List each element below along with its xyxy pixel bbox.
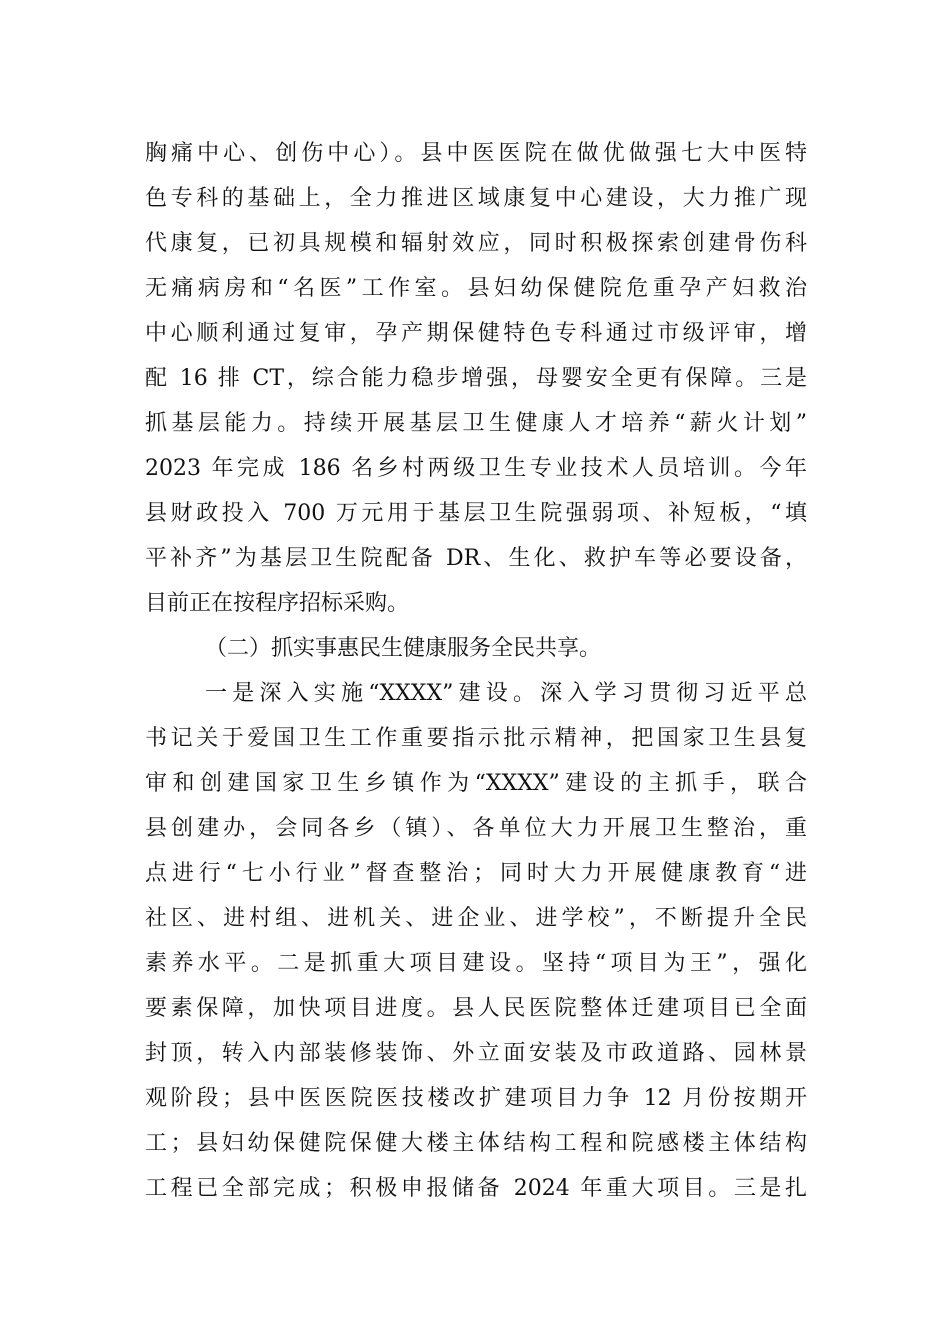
paragraph-health-services [145, 671, 807, 1211]
text-line: 县创建办，会同各乡（镇）、各单位大力开展卫生整治，重 [145, 816, 807, 841]
text-line: 平补齐”为基层卫生院配备 DR、生化、救护车等必要设备， [145, 546, 807, 571]
text-line: 2023 年完成 186 名乡村两级卫生专业技术人员培训。今年 [145, 456, 807, 481]
document-page [145, 131, 807, 1211]
text-line: 要素保障，加快项目进度。县人民医院整体迁建项目已全面 [145, 996, 807, 1021]
text-line: 胸痛中心、创伤中心）。县中医医院在做优做强七大中医特 [145, 141, 807, 166]
text-line: 中心顺利通过复审，孕产期保健特色专科通过市级评审，增 [145, 321, 807, 346]
text-line: 工；县妇幼保健院保健大楼主体结构工程和院感楼主体结构 [145, 1131, 807, 1156]
text-line: 一是深入实施“XXXX”建设。深入学习贯彻习近平总 [205, 681, 807, 706]
text-line: 目前正在按程序招标采购。 [145, 591, 410, 616]
text-line: 县财政投入 700 万元用于基层卫生院强弱项、补短板，“填 [145, 501, 807, 526]
text-line: 封顶，转入内部装修装饰、外立面安装及市政道路、园林景 [145, 1041, 807, 1066]
paragraph-hospital-capacity [145, 131, 807, 626]
text-line: 配 16 排 CT，综合能力稳步增强，母婴安全更有保障。三是 [145, 366, 807, 391]
text-line: 审和创建国家卫生乡镇作为“XXXX”建设的主抓手，联合 [145, 771, 807, 796]
text-line: 色专科的基础上，全力推进区域康复中心建设，大力推广现 [145, 186, 807, 211]
text-line: 素养水平。二是抓重大项目建设。坚持“项目为王”，强化 [145, 951, 807, 976]
text-line: 社区、进村组、进机关、进企业、进学校”，不断提升全民 [145, 906, 807, 931]
text-line: 点进行“七小行业”督查整治；同时大力开展健康教育“进 [145, 861, 807, 886]
text-line: 工程已全部完成；积极申报储备 2024 年重大项目。三是扎 [145, 1176, 807, 1201]
section-heading: （二）抓实事惠民生健康服务全民共享。 [205, 636, 602, 661]
text-line: 代康复，已初具规模和辐射效应，同时积极探索创建骨伤科 [145, 231, 807, 256]
text-line: 无痛病房和“名医”工作室。县妇幼保健院危重孕产妇救治 [145, 276, 807, 301]
text-line: 书记关于爱国卫生工作重要指示批示精神，把国家卫生县复 [145, 726, 807, 751]
text-line: 观阶段；县中医医院医技楼改扩建项目力争 12 月份按期开 [145, 1086, 807, 1111]
text-line: 抓基层能力。持续开展基层卫生健康人才培养“薪火计划” [145, 411, 807, 436]
section-heading-2 [145, 626, 807, 671]
